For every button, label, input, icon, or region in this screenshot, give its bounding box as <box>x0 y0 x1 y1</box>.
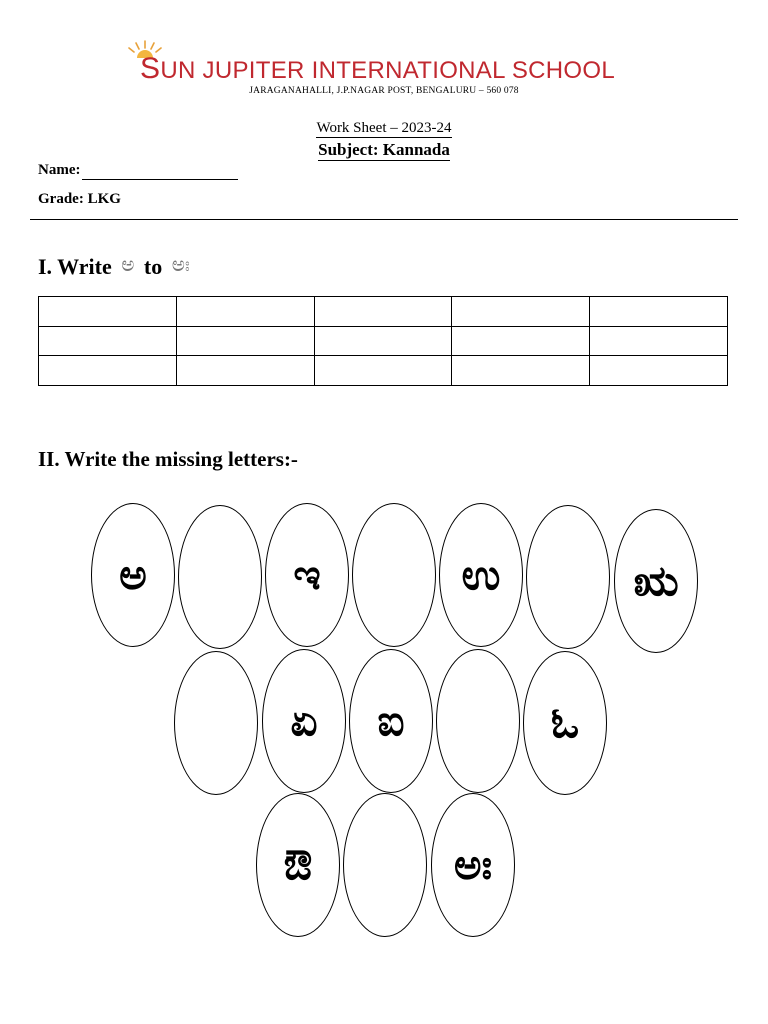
grid-cell[interactable] <box>314 356 452 386</box>
glyph-from: ಅ <box>121 254 135 276</box>
letter-oval-blank[interactable] <box>352 503 436 647</box>
letter-oval-blank[interactable] <box>174 651 258 795</box>
school-address: JARAGANAHALLI, J.P.NAGAR POST, BENGALURU – 560 078 <box>249 86 519 96</box>
letter-oval: ಅಃ <box>431 793 515 937</box>
grid-cell[interactable] <box>452 356 590 386</box>
grid-cell[interactable] <box>314 297 452 327</box>
grid-cell[interactable] <box>176 297 314 327</box>
letter-oval-blank[interactable] <box>526 505 610 649</box>
name-label: Name: <box>38 162 81 178</box>
section1-to: to <box>143 254 163 279</box>
grid-cell[interactable] <box>176 326 314 356</box>
writing-grid <box>38 296 728 386</box>
grid-cell[interactable] <box>590 326 728 356</box>
letter-oval: ಅ <box>91 503 175 647</box>
letter-oval: ಐ <box>349 649 433 793</box>
grid-cell[interactable] <box>590 297 728 327</box>
subject-title: Subject: Kannada <box>318 140 450 159</box>
glyph-to: ಅಃ <box>171 254 190 276</box>
grid-cell[interactable] <box>452 297 590 327</box>
letter-oval: ಔ <box>256 793 340 937</box>
grid-cell[interactable] <box>590 356 728 386</box>
section1-heading <box>38 254 194 280</box>
grid-cell[interactable] <box>452 326 590 356</box>
grid-cell[interactable] <box>39 326 177 356</box>
letter-oval-blank[interactable] <box>343 793 427 937</box>
letter-oval: ಉ <box>439 503 523 647</box>
letter-oval-blank[interactable] <box>436 649 520 793</box>
grid-cell[interactable] <box>39 297 177 327</box>
section1-label: I. Write <box>38 254 112 279</box>
letter-oval: ಓ <box>523 651 607 795</box>
grid-row <box>39 326 728 356</box>
grid-cell[interactable] <box>39 356 177 386</box>
grid-row <box>39 297 728 327</box>
school-name: SUN JUPITER INTERNATIONAL SCHOOL <box>140 52 615 85</box>
grid-cell[interactable] <box>176 356 314 386</box>
name-field <box>38 162 238 180</box>
grid-row <box>39 356 728 386</box>
header-divider <box>30 219 738 220</box>
name-blank-line[interactable] <box>82 162 238 180</box>
letter-oval: ಋ <box>614 509 698 653</box>
worksheet-title: Work Sheet – 2023-24 <box>316 120 452 136</box>
letter-oval: ಏ <box>262 649 346 793</box>
letter-oval-blank[interactable] <box>178 505 262 649</box>
grade-label: Grade: LKG <box>38 191 121 207</box>
letter-oval: ಇ <box>265 503 349 647</box>
grid-cell[interactable] <box>314 326 452 356</box>
section2-heading: II. Write the missing letters:- <box>38 447 298 471</box>
